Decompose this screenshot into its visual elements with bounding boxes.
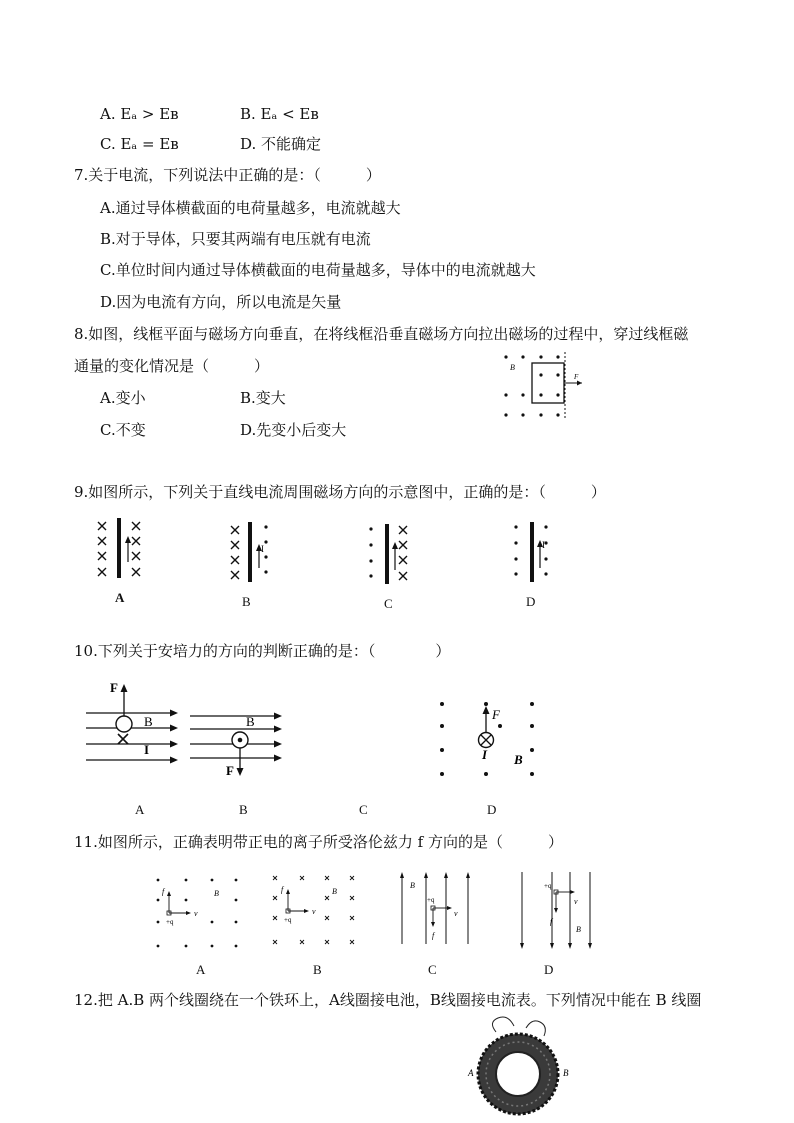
q10b-force-label: F bbox=[226, 763, 234, 778]
q8-stem-line1: 8.如图，线框平面与磁场方向垂直，在将线框沿垂直磁场方向拉出磁场的过程中，穿过线框磁 bbox=[74, 325, 689, 343]
q8-figure bbox=[498, 352, 588, 424]
q9-label-a: A bbox=[115, 590, 125, 605]
q11a-force: f bbox=[162, 887, 165, 896]
q11d-velocity: v bbox=[574, 897, 578, 906]
q12-ring-figure bbox=[466, 1018, 576, 1123]
q10a-force-label: F bbox=[110, 680, 118, 695]
q11b-force: f bbox=[281, 885, 284, 894]
q8-option-d: D.先变小后变大 bbox=[240, 421, 347, 439]
q9-figure-b bbox=[228, 522, 278, 586]
q11-figure-b bbox=[270, 872, 365, 952]
q9-stem: 9.如图所示，下列关于直线电流周围磁场方向的示意图中，正确的是：（ ） bbox=[74, 483, 606, 501]
q8-force-label: F bbox=[574, 373, 579, 381]
q10a-current-label: I bbox=[144, 742, 150, 757]
q11-figure-d bbox=[518, 872, 598, 952]
q11-stem: 11.如图所示，正确表明带正电的离子所受洛伦兹力 f 方向的是（ ） bbox=[74, 833, 563, 851]
q10d-current-label: I bbox=[482, 747, 488, 762]
q11b-field: B bbox=[332, 887, 337, 896]
q7-option-a: A.通过导体横截面的电荷量越多，电流就越大 bbox=[100, 199, 401, 217]
q9-label-d: D bbox=[526, 594, 536, 609]
q8-option-b: B.变大 bbox=[240, 389, 286, 407]
q10-figure-b bbox=[190, 712, 290, 780]
q12-stem: 12.把 A.B 两个线圈绕在一个铁环上，A线圈接电池，B线圈接电流表。下列情况中能在 B 线圈 bbox=[74, 991, 702, 1009]
q12-coil-a-label: A bbox=[468, 1068, 474, 1078]
q9-current-b: I bbox=[261, 544, 264, 554]
q6-option-c: C. Eₐ = Eʙ bbox=[100, 135, 179, 153]
q11-label-d: D bbox=[544, 962, 554, 977]
q11c-velocity: v bbox=[454, 909, 458, 918]
q8-option-a: A.变小 bbox=[100, 389, 146, 407]
q11-label-a: A bbox=[196, 962, 206, 977]
q10a-field-label: B bbox=[144, 714, 153, 729]
q11-label-c: C bbox=[428, 962, 437, 977]
q10-label-d: D bbox=[487, 802, 497, 817]
q10b-field-label: B bbox=[246, 714, 255, 729]
q11d-force: f bbox=[550, 917, 553, 926]
q9-figure-c bbox=[362, 524, 417, 586]
q11b-charge: +q bbox=[284, 916, 292, 924]
q10-label-c: C bbox=[359, 802, 368, 817]
q8-field-label: B bbox=[510, 363, 515, 372]
q7-option-b: B.对于导体，只要其两端有电压就有电流 bbox=[100, 230, 371, 248]
q6-option-d: D. 不能确定 bbox=[240, 135, 322, 153]
q11-figure-c bbox=[398, 872, 478, 952]
q10-label-b: B bbox=[239, 802, 248, 817]
q6-option-b: B. Eₐ < Eʙ bbox=[240, 105, 319, 123]
q8-stem-line2: 通量的变化情况是（ ） bbox=[74, 357, 270, 375]
q11c-field: B bbox=[410, 881, 415, 890]
q11a-field: B bbox=[214, 889, 219, 898]
q11c-charge: +q bbox=[427, 896, 435, 904]
q10d-force-label: F bbox=[492, 707, 500, 722]
q11a-velocity: v bbox=[194, 909, 198, 918]
q11b-velocity: v bbox=[312, 907, 316, 916]
q11d-field: B bbox=[576, 925, 581, 934]
q9-label-c: C bbox=[384, 596, 393, 611]
q11d-charge: +q bbox=[544, 882, 552, 890]
q11-figure-a bbox=[152, 874, 242, 952]
q6-option-a: A. Eₐ > Eʙ bbox=[100, 105, 179, 123]
q7-stem: 7.关于电流，下列说法中正确的是：（ ） bbox=[74, 166, 381, 184]
q11c-force: f bbox=[432, 931, 435, 940]
q9-figure-d bbox=[508, 522, 558, 586]
q11a-charge: +q bbox=[166, 918, 174, 926]
q10-stem: 10.下列关于安培力的方向的判断正确的是：（ ） bbox=[74, 642, 451, 660]
q7-option-d: D.因为电流有方向，所以电流是矢量 bbox=[100, 293, 342, 311]
q8-option-c: C.不变 bbox=[100, 421, 146, 439]
q10d-field-label: B bbox=[514, 752, 523, 767]
q9-label-b: B bbox=[242, 594, 251, 609]
q9-figure-a bbox=[92, 518, 152, 584]
q10-label-a: A bbox=[135, 802, 145, 817]
q10-figure-d bbox=[436, 696, 546, 782]
q11-label-b: B bbox=[313, 962, 322, 977]
q10-figure-a bbox=[86, 678, 181, 770]
q12-coil-b-label: B bbox=[563, 1068, 569, 1078]
q7-option-c: C.单位时间内通过导体横截面的电荷量越多，导体中的电流就越大 bbox=[100, 261, 536, 279]
q9-current-d: I bbox=[542, 540, 545, 550]
